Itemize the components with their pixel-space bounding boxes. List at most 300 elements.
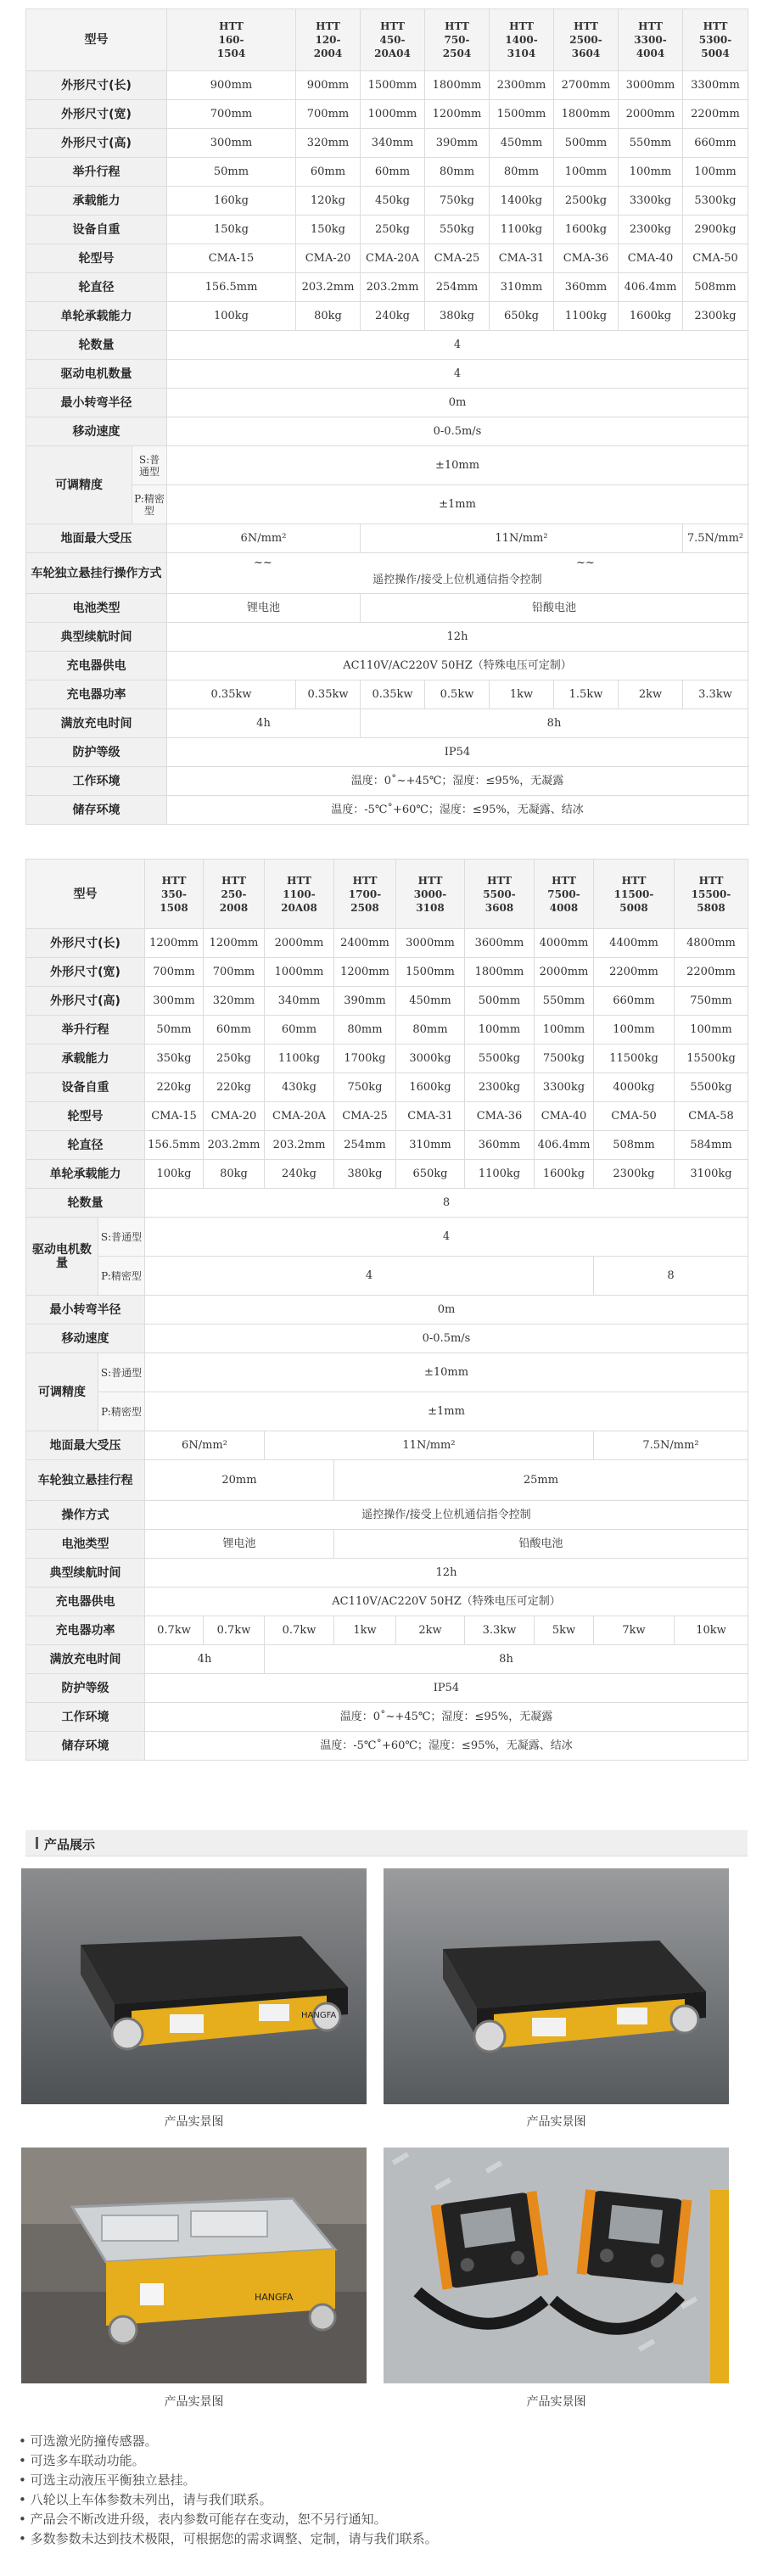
cell: CMA-40 bbox=[619, 244, 683, 273]
cell: 550mm bbox=[619, 129, 683, 158]
cell: 4 bbox=[167, 331, 748, 360]
cell: 0.7kw bbox=[265, 1616, 334, 1645]
cell: 1600kg bbox=[396, 1073, 465, 1102]
cell: CMA-40 bbox=[535, 1102, 594, 1131]
table-row bbox=[26, 524, 748, 553]
cell: 2200mm bbox=[683, 100, 748, 129]
model-name: HTT 750- 2504 bbox=[425, 9, 490, 71]
table-row bbox=[26, 244, 748, 273]
cell: 4h bbox=[145, 1645, 265, 1674]
cell: 0.35kw bbox=[167, 680, 296, 709]
cell: 10kw bbox=[675, 1616, 748, 1645]
cell: ±1mm bbox=[145, 1392, 748, 1431]
photo-caption: 产品实景图 bbox=[526, 2115, 586, 2129]
row-label: 驱动电机数量 bbox=[26, 1218, 98, 1296]
cell: 150kg bbox=[167, 216, 296, 244]
cell: 4800mm bbox=[675, 929, 748, 958]
table-row bbox=[26, 71, 748, 100]
row-label: 设备自重 bbox=[26, 216, 167, 244]
model-name: HTT 1400- 3104 bbox=[490, 9, 554, 71]
cell: 430kg bbox=[265, 1073, 334, 1102]
agv-photo-image bbox=[384, 1868, 729, 2104]
cell: 2000mm bbox=[619, 100, 683, 129]
table-row bbox=[26, 929, 748, 958]
cell: 1000mm bbox=[265, 958, 334, 987]
cell: 360mm bbox=[465, 1131, 535, 1160]
cell: 254mm bbox=[334, 1131, 396, 1160]
cell: 3000kg bbox=[396, 1044, 465, 1073]
cell: 2300mm bbox=[490, 71, 554, 100]
cell: 250kg bbox=[204, 1044, 265, 1073]
cell: 1.5kw bbox=[554, 680, 619, 709]
cell: 900mm bbox=[167, 71, 296, 100]
table-row bbox=[26, 1353, 748, 1392]
product-section-header bbox=[25, 1830, 748, 1856]
cell: 12h bbox=[145, 1559, 748, 1588]
cell: CMA-15 bbox=[145, 1102, 204, 1131]
cell: 0.35kw bbox=[361, 680, 425, 709]
cell: 铅酸电池 bbox=[334, 1530, 748, 1559]
row-label: 举升行程 bbox=[26, 158, 167, 187]
row-label: 承载能力 bbox=[26, 1044, 145, 1073]
table-row bbox=[26, 1131, 748, 1160]
row-label: 充电器供电 bbox=[26, 652, 167, 680]
cell: IP54 bbox=[167, 738, 748, 767]
note-item: • 产品会不断改进升级，表内参数可能存在变动，恕不另行通知。 bbox=[19, 2510, 438, 2529]
cell: 0.35kw bbox=[296, 680, 361, 709]
cell: 1000mm bbox=[361, 100, 425, 129]
row-label: 工作环境 bbox=[26, 767, 167, 796]
row-label: 轮型号 bbox=[26, 1102, 145, 1131]
product-photo-3 bbox=[21, 2148, 367, 2383]
sub-label: S:普通型 bbox=[98, 1218, 145, 1257]
table-row bbox=[26, 1674, 748, 1703]
row-label: 外形尺寸(长) bbox=[26, 71, 167, 100]
cell: 320mm bbox=[204, 987, 265, 1016]
cell: 2700mm bbox=[554, 71, 619, 100]
cell: 2200mm bbox=[594, 958, 675, 987]
row-label: 典型续航时间 bbox=[26, 623, 167, 652]
cell: 320mm bbox=[296, 129, 361, 158]
cell: CMA-20 bbox=[204, 1102, 265, 1131]
cell: 8 bbox=[145, 1189, 748, 1218]
agv-photo-image bbox=[21, 1868, 367, 2104]
table-row bbox=[26, 1559, 748, 1588]
cell: 390mm bbox=[425, 129, 490, 158]
row-label: 外形尺寸(高) bbox=[26, 129, 167, 158]
model-name: HTT 3300- 4004 bbox=[619, 9, 683, 71]
product-notes-list bbox=[19, 2432, 438, 2549]
cell: 4h bbox=[167, 709, 361, 738]
cell: 220kg bbox=[204, 1073, 265, 1102]
cell: CMA-58 bbox=[675, 1102, 748, 1131]
cell: 406.4mm bbox=[535, 1131, 594, 1160]
table-row bbox=[26, 796, 748, 825]
sub-label: P:精密型 bbox=[132, 485, 167, 524]
table-row bbox=[26, 1073, 748, 1102]
cell: 156.5mm bbox=[145, 1131, 204, 1160]
cell: 2kw bbox=[396, 1616, 465, 1645]
cell: 7.5N/mm² bbox=[683, 524, 748, 553]
table-row bbox=[26, 680, 748, 709]
cell: 60mm bbox=[204, 1016, 265, 1044]
table-row bbox=[26, 1296, 748, 1324]
cell: 8h bbox=[265, 1645, 748, 1674]
table-row bbox=[26, 652, 748, 680]
cell: 遥控操作/接受上位机通信指令控制 bbox=[145, 1501, 748, 1530]
svg-text:HANGFA: HANGFA bbox=[255, 2292, 294, 2303]
cell: 390mm bbox=[334, 987, 396, 1016]
cell: 8 bbox=[594, 1257, 748, 1296]
row-label: 操作方式 bbox=[26, 1501, 145, 1530]
cell: 0m bbox=[145, 1296, 748, 1324]
model-name: HTT 5300- 5004 bbox=[683, 9, 748, 71]
model-name: HTT 450- 20A04 bbox=[361, 9, 425, 71]
sub-label: S:普通型 bbox=[132, 446, 167, 485]
cell: 80kg bbox=[296, 302, 361, 331]
row-label: 外形尺寸(宽) bbox=[26, 100, 167, 129]
row-label: 外形尺寸(长) bbox=[26, 929, 145, 958]
cell: 508mm bbox=[594, 1131, 675, 1160]
cell: 350kg bbox=[145, 1044, 204, 1073]
row-label: 承载能力 bbox=[26, 187, 167, 216]
cell: 3300kg bbox=[535, 1073, 594, 1102]
cell: 1400kg bbox=[490, 187, 554, 216]
table-row bbox=[26, 1218, 748, 1257]
cell: 3.3kw bbox=[683, 680, 748, 709]
row-label: 可调精度 bbox=[26, 446, 132, 524]
cell: 20mm bbox=[145, 1460, 334, 1501]
cell: 700mm bbox=[167, 100, 296, 129]
table-row bbox=[26, 100, 748, 129]
cell: 660mm bbox=[594, 987, 675, 1016]
row-label: 轮直径 bbox=[26, 1131, 145, 1160]
row-label: 单轮承载能力 bbox=[26, 1160, 145, 1189]
row-label: 轮直径 bbox=[26, 273, 167, 302]
row-label: 举升行程 bbox=[26, 1016, 145, 1044]
table-row bbox=[26, 1616, 748, 1645]
cell: 300mm bbox=[145, 987, 204, 1016]
cell: 2300kg bbox=[619, 216, 683, 244]
cell: CMA-50 bbox=[683, 244, 748, 273]
sub-label: S:普通型 bbox=[98, 1353, 145, 1392]
cell: 380kg bbox=[425, 302, 490, 331]
cell: 203.2mm bbox=[296, 273, 361, 302]
cell: 100mm bbox=[675, 1016, 748, 1044]
row-label: 工作环境 bbox=[26, 1703, 145, 1732]
cell: 700mm bbox=[145, 958, 204, 987]
cell: 100mm bbox=[683, 158, 748, 187]
model-name: HTT 120- 2004 bbox=[296, 9, 361, 71]
table-row bbox=[26, 709, 748, 738]
cell: 1200mm bbox=[425, 100, 490, 129]
row-label: 充电器功率 bbox=[26, 1616, 145, 1645]
cell: 5300kg bbox=[683, 187, 748, 216]
cell: 4000kg bbox=[594, 1073, 675, 1102]
table-row bbox=[26, 485, 748, 524]
cell: CMA-25 bbox=[425, 244, 490, 273]
cell: 7.5N/mm² bbox=[594, 1431, 748, 1460]
cell: 310mm bbox=[396, 1131, 465, 1160]
cell: 5kw bbox=[535, 1616, 594, 1645]
cell: 1500mm bbox=[490, 100, 554, 129]
table-row bbox=[26, 1501, 748, 1530]
cell: 温度：-5℃˚+60℃；湿度：≤95%，无凝露、结冰 bbox=[145, 1732, 748, 1761]
table-row bbox=[26, 1189, 748, 1218]
cell: 5500kg bbox=[465, 1044, 535, 1073]
cell: AC110V/AC220V 50HZ（特殊电压可定制） bbox=[167, 652, 748, 680]
cell: 100kg bbox=[167, 302, 296, 331]
sub-label: P:精密型 bbox=[98, 1257, 145, 1296]
note-item: • 八轮以上车体参数未列出，请与我们联系。 bbox=[19, 2490, 438, 2510]
table-row bbox=[26, 1460, 748, 1501]
table-row bbox=[26, 302, 748, 331]
cell: IP54 bbox=[145, 1674, 748, 1703]
photo-caption: 产品实景图 bbox=[164, 2395, 224, 2409]
product-photo-1 bbox=[21, 1868, 367, 2104]
cell: 450mm bbox=[396, 987, 465, 1016]
cell: 4 bbox=[167, 360, 748, 389]
cell: 80mm bbox=[396, 1016, 465, 1044]
cell: 60mm bbox=[296, 158, 361, 187]
note-item: • 可选主动液压平衡独立悬挂。 bbox=[19, 2471, 438, 2490]
table-row bbox=[26, 738, 748, 767]
table-row bbox=[26, 389, 748, 417]
model-label: 型号 bbox=[26, 860, 145, 929]
cell: 1600kg bbox=[619, 302, 683, 331]
cell: 1800mm bbox=[465, 958, 535, 987]
table-row bbox=[26, 187, 748, 216]
cell: 1800mm bbox=[554, 100, 619, 129]
row-label: 满放充电时间 bbox=[26, 1645, 145, 1674]
cell: 250kg bbox=[361, 216, 425, 244]
cell: 203.2mm bbox=[204, 1131, 265, 1160]
table-row bbox=[26, 623, 748, 652]
cell: 360mm bbox=[554, 273, 619, 302]
cell: 1800mm bbox=[425, 71, 490, 100]
cell: 340mm bbox=[265, 987, 334, 1016]
cell: CMA-31 bbox=[396, 1102, 465, 1131]
cell: 80mm bbox=[490, 158, 554, 187]
table-row bbox=[26, 767, 748, 796]
row-label: 电池类型 bbox=[26, 594, 167, 623]
row-label: 轮数量 bbox=[26, 1189, 145, 1218]
table-row bbox=[26, 1588, 748, 1616]
cell: 150kg bbox=[296, 216, 361, 244]
cell: 100mm bbox=[465, 1016, 535, 1044]
cell: 80mm bbox=[334, 1016, 396, 1044]
cell: 15500kg bbox=[675, 1044, 748, 1073]
cell: 100mm bbox=[594, 1016, 675, 1044]
row-label: 移动速度 bbox=[26, 417, 167, 446]
table-row bbox=[26, 1016, 748, 1044]
cell: 100kg bbox=[145, 1160, 204, 1189]
cell: 2500kg bbox=[554, 187, 619, 216]
model-name: HTT 11500- 5008 bbox=[594, 860, 675, 929]
cell: 650kg bbox=[490, 302, 554, 331]
table-row bbox=[26, 129, 748, 158]
cell: 锂电池 bbox=[167, 594, 361, 623]
row-label: 储存环境 bbox=[26, 796, 167, 825]
svg-text:HANGFA: HANGFA bbox=[301, 2011, 337, 2020]
table-row bbox=[26, 1703, 748, 1732]
cell: 1kw bbox=[334, 1616, 396, 1645]
agv-photo-image bbox=[21, 2148, 367, 2383]
cell: 2300kg bbox=[683, 302, 748, 331]
cell: 380kg bbox=[334, 1160, 396, 1189]
cell: 700mm bbox=[296, 100, 361, 129]
cell: 3.3kw bbox=[465, 1616, 535, 1645]
cell: 2000mm bbox=[535, 958, 594, 987]
cell: 2200mm bbox=[675, 958, 748, 987]
cell: 500mm bbox=[554, 129, 619, 158]
cell: 1600kg bbox=[554, 216, 619, 244]
cell: 584mm bbox=[675, 1131, 748, 1160]
product-photo-4 bbox=[384, 2148, 729, 2383]
cell bbox=[167, 553, 748, 594]
cell: 310mm bbox=[490, 273, 554, 302]
cell: 11N/mm² bbox=[265, 1431, 594, 1460]
cell: 500mm bbox=[465, 987, 535, 1016]
cell: 7kw bbox=[594, 1616, 675, 1645]
table-row bbox=[26, 331, 748, 360]
cell: 12h bbox=[167, 623, 748, 652]
cell: 300mm bbox=[167, 129, 296, 158]
cell: 温度：0˚~+45℃；湿度：≤95%，无凝露 bbox=[145, 1703, 748, 1732]
cell: 1100kg bbox=[554, 302, 619, 331]
sub-label: P:精密型 bbox=[98, 1392, 145, 1431]
cell: 温度：-5℃˚+60℃；湿度：≤95%，无凝露、结冰 bbox=[167, 796, 748, 825]
cell: 0.7kw bbox=[204, 1616, 265, 1645]
row-label: 外形尺寸(宽) bbox=[26, 958, 145, 987]
spec-table-2 bbox=[25, 859, 748, 1761]
cell: 900mm bbox=[296, 71, 361, 100]
cell: 1200mm bbox=[145, 929, 204, 958]
note-item: • 可选激光防撞传感器。 bbox=[19, 2432, 438, 2451]
cell: 0.5kw bbox=[425, 680, 490, 709]
suspension-value: ~~ bbox=[576, 556, 595, 569]
table-row bbox=[26, 1732, 748, 1761]
note-item: • 多数参数未达到技术极限，可根据您的需求调整、定制，请与我们联系。 bbox=[19, 2529, 438, 2549]
cell: 2kw bbox=[619, 680, 683, 709]
table-row bbox=[26, 158, 748, 187]
model-name: HTT 350- 1508 bbox=[145, 860, 204, 929]
cell: 100mm bbox=[535, 1016, 594, 1044]
cell: 3100kg bbox=[675, 1160, 748, 1189]
table-row bbox=[26, 1392, 748, 1431]
cell: 254mm bbox=[425, 273, 490, 302]
row-label: 地面最大受压 bbox=[26, 1431, 145, 1460]
cell: ±10mm bbox=[145, 1353, 748, 1392]
cell: 3300mm bbox=[683, 71, 748, 100]
model-name: HTT 15500- 5808 bbox=[675, 860, 748, 929]
cell: 80mm bbox=[425, 158, 490, 187]
cell: 0m bbox=[167, 389, 748, 417]
cell: 1100kg bbox=[465, 1160, 535, 1189]
model-header-row bbox=[26, 860, 748, 929]
cell: 0.7kw bbox=[145, 1616, 204, 1645]
row-label: 移动速度 bbox=[26, 1324, 145, 1353]
cell: 550kg bbox=[425, 216, 490, 244]
table-row bbox=[26, 987, 748, 1016]
cell: 11N/mm² bbox=[361, 524, 683, 553]
cell: 240kg bbox=[265, 1160, 334, 1189]
product-photo-2 bbox=[384, 1868, 729, 2104]
model-name: HTT 3000- 3108 bbox=[396, 860, 465, 929]
table-row bbox=[26, 1645, 748, 1674]
cell: 550mm bbox=[535, 987, 594, 1016]
cell: CMA-31 bbox=[490, 244, 554, 273]
table-row bbox=[26, 1044, 748, 1073]
table-row bbox=[26, 1530, 748, 1559]
cell: 203.2mm bbox=[265, 1131, 334, 1160]
model-name: HTT 7500- 4008 bbox=[535, 860, 594, 929]
cell: 700mm bbox=[204, 958, 265, 987]
cell: 锂电池 bbox=[145, 1530, 334, 1559]
cell: 1kw bbox=[490, 680, 554, 709]
cell: 1100kg bbox=[490, 216, 554, 244]
table-row bbox=[26, 553, 748, 594]
cell: 60mm bbox=[361, 158, 425, 187]
cell: 156.5mm bbox=[167, 273, 296, 302]
cell: 508mm bbox=[683, 273, 748, 302]
cell: 3000mm bbox=[619, 71, 683, 100]
row-label: 设备自重 bbox=[26, 1073, 145, 1102]
cell: 8h bbox=[361, 709, 748, 738]
cell: 750mm bbox=[675, 987, 748, 1016]
cell: 160kg bbox=[167, 187, 296, 216]
remote-controller-photo bbox=[384, 2148, 729, 2383]
cell: 3300kg bbox=[619, 187, 683, 216]
table-row bbox=[26, 360, 748, 389]
model-label: 型号 bbox=[26, 9, 167, 71]
cell: 2900kg bbox=[683, 216, 748, 244]
cell: 2300kg bbox=[594, 1160, 675, 1189]
cell: CMA-20 bbox=[296, 244, 361, 273]
row-label: 典型续航时间 bbox=[26, 1559, 145, 1588]
row-label: 地面最大受压 bbox=[26, 524, 167, 553]
table-row bbox=[26, 1102, 748, 1131]
cell: ±1mm bbox=[167, 485, 748, 524]
cell: 450kg bbox=[361, 187, 425, 216]
row-label: 单轮承载能力 bbox=[26, 302, 167, 331]
cell: 1700kg bbox=[334, 1044, 396, 1073]
cell: 203.2mm bbox=[361, 273, 425, 302]
row-label: 防护等级 bbox=[26, 1674, 145, 1703]
cell: 铅酸电池 bbox=[361, 594, 748, 623]
cell: ±10mm bbox=[167, 446, 748, 485]
cell: 660mm bbox=[683, 129, 748, 158]
model-name: HTT 250- 2008 bbox=[204, 860, 265, 929]
cell: 240kg bbox=[361, 302, 425, 331]
cell: CMA-20A bbox=[361, 244, 425, 273]
table-row bbox=[26, 1160, 748, 1189]
note-item: • 可选多车联动功能。 bbox=[19, 2451, 438, 2471]
cell: 0-0.5m/s bbox=[145, 1324, 748, 1353]
row-label: 防护等级 bbox=[26, 738, 167, 767]
cell: 100mm bbox=[554, 158, 619, 187]
cell: 100mm bbox=[619, 158, 683, 187]
cell: 3600mm bbox=[465, 929, 535, 958]
cell: 750kg bbox=[425, 187, 490, 216]
model-name: HTT 1700- 2508 bbox=[334, 860, 396, 929]
cell: 406.4mm bbox=[619, 273, 683, 302]
row-label: 外形尺寸(高) bbox=[26, 987, 145, 1016]
cell: 220kg bbox=[145, 1073, 204, 1102]
cell: 450mm bbox=[490, 129, 554, 158]
model-name: HTT 5500- 3608 bbox=[465, 860, 535, 929]
cell: 11500kg bbox=[594, 1044, 675, 1073]
